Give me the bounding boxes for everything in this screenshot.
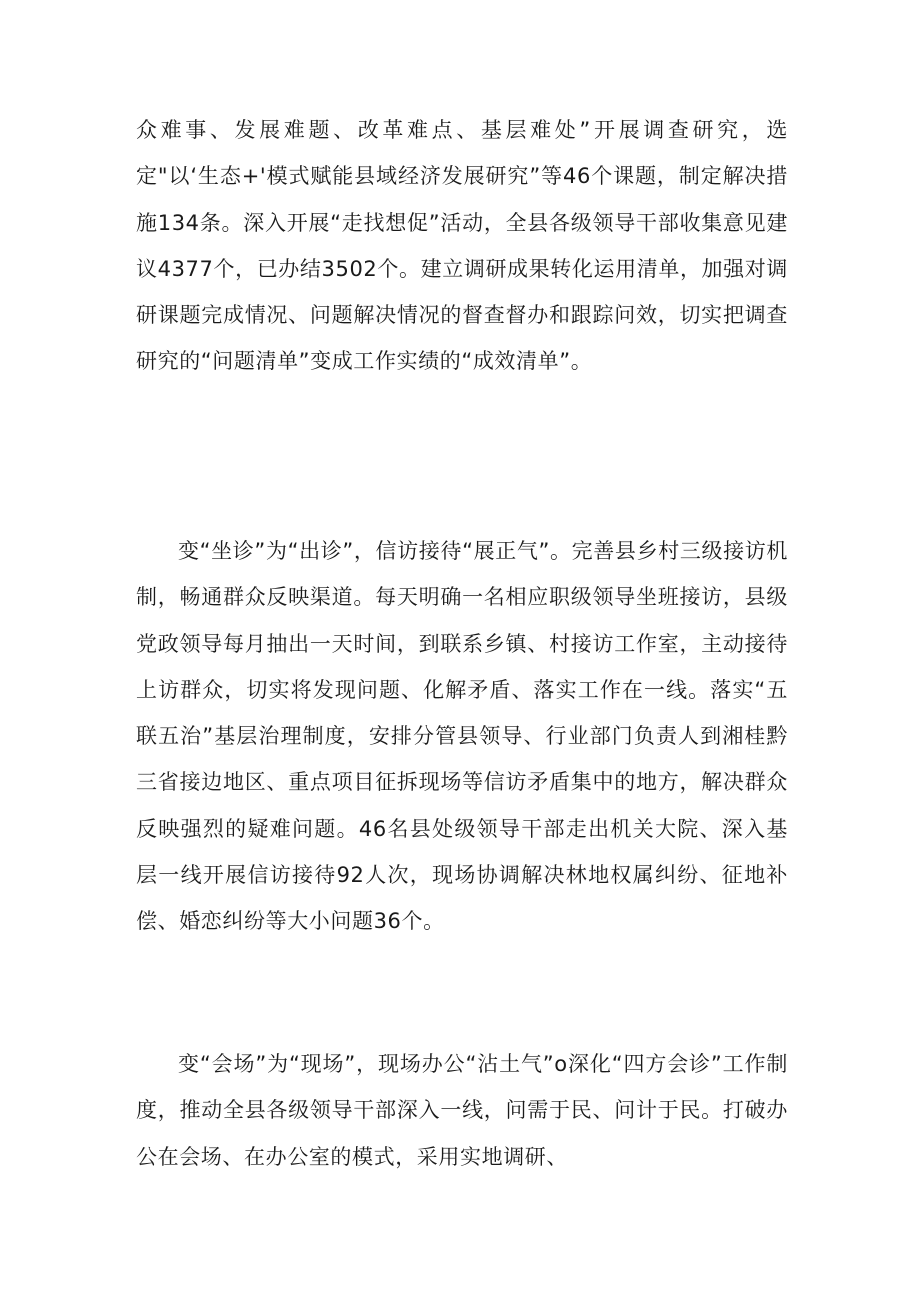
paragraph-research-results: 众难事、发展难题、改革难点、基层难处”开展调查研究，选定"以‘生态+'模式赋能县域经济发展研究”等46个课题，制定解决措施134条。深入开展“走找想促”活动，全县各级领导干部收集意见建议4377个，已办结3502个。建立调研成果转化运用清单，加强对调研课题完成情况、问题解决情况的督查督办和跟踪问效，切实把调查研究的“问题清单”变成工作实绩的“成效清单”。	[136, 118, 788, 374]
paragraph-petition-reception: 变“坐诊”为“出诊”，信访接待“展正气”。完善县乡村三级接访机制，畅通群众反映渠道。每天明确一名相应职级领导坐班接访，县级党政领导每月抽出一天时间，到联系乡镇、村接访工作室，主动接待上访群众，切实将发现问题、化解矛盾、落实工作在一线。落实“五联五治”基层治理制度，安排分管县领导、行业部门负责人到湘桂黔三省接边地区、重点项目征拆现场等信访矛盾集中的地方，解决群众反映强烈的疑难问题。46名县处级领导干部走出机关大院、深入基层一线开展信访接待92人次，现场协调解决林地权属纠纷、征地补偿、婚恋纠纷等大小问题36个。	[136, 539, 788, 934]
paragraph-onsite-office: 变“会场”为“现场”，现场办公“沾土气”o深化“四方会诊”工作制度，推动全县各级领导干部深入一线，问需于民、问计于民。打破办公在会场、在办公室的模式，采用实地调研、	[136, 1052, 788, 1169]
